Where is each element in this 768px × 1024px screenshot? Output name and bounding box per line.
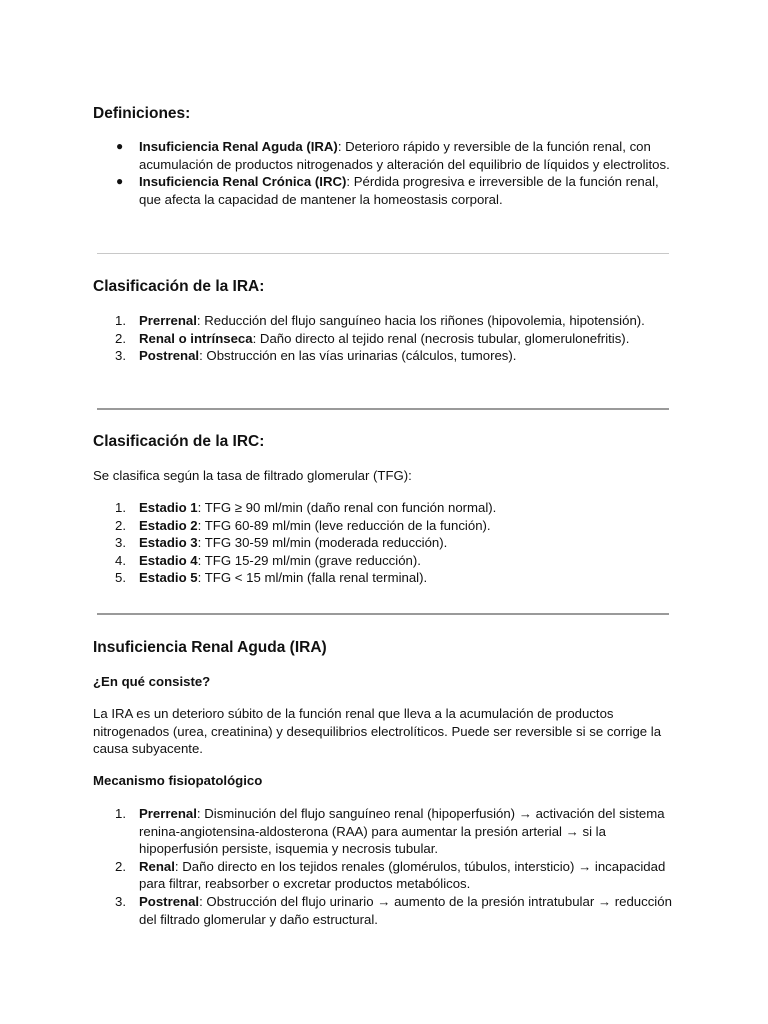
en-que-consiste-heading: ¿En qué consiste? bbox=[93, 674, 211, 689]
list-number: 1. bbox=[115, 500, 126, 515]
clasificacion-irc-intro: Se clasifica según la tasa de filtrado glomerular (TFG): bbox=[93, 468, 412, 483]
term: Insuficiencia Renal Aguda (IRA) bbox=[139, 139, 338, 154]
description: : TFG < 15 ml/min (falla renal terminal). bbox=[197, 570, 428, 586]
list-item bbox=[93, 138, 673, 173]
list-number: 4. bbox=[115, 552, 126, 568]
term: Renal o intrínseca bbox=[139, 330, 253, 346]
list-item bbox=[93, 517, 673, 535]
list-number: 2. bbox=[115, 517, 126, 533]
list-item bbox=[93, 173, 673, 208]
clasificacion-ira-list bbox=[93, 312, 673, 365]
description: : TFG 15-29 ml/min (grave reducción). bbox=[197, 552, 421, 568]
description: : TFG ≥ 90 ml/min (daño renal con función normal). bbox=[197, 500, 497, 515]
bullet-icon: ● bbox=[116, 139, 124, 153]
term: Insuficiencia Renal Crónica (IRC) bbox=[139, 174, 347, 190]
bullet-icon: ● bbox=[116, 174, 124, 189]
description: : Pérdida progresiva e irreversible de la función renal, que afecta la capacidad de mantener la homeostasis corporal. bbox=[139, 174, 659, 207]
list-item bbox=[93, 534, 673, 552]
term: Estadio 5 bbox=[139, 570, 198, 586]
description: : Disminución del flujo sanguíneo renal (hipoperfusión) → activación del sistema renina-angiotensina-aldosterona (RAA) para aumentar la presión arterial → si la hipoperfusión persiste, isquemia y necrosis tubular. bbox=[139, 806, 665, 857]
list-number: 5. bbox=[115, 570, 126, 586]
list-item bbox=[93, 569, 673, 587]
description: : Reducción del flujo sanguíneo hacia los riñones (hipovolemia, hipotensión). bbox=[196, 313, 645, 328]
term: Postrenal bbox=[139, 893, 200, 909]
clasificacion-irc-heading: Clasificación de la IRC: bbox=[93, 433, 265, 450]
term: Prerrenal bbox=[139, 313, 197, 328]
definiciones-list bbox=[93, 138, 673, 208]
section-divider bbox=[97, 613, 669, 615]
mecanismo-heading: Mecanismo fisiopatológico bbox=[93, 773, 263, 788]
definiciones-heading: Definiciones: bbox=[93, 105, 191, 122]
list-item bbox=[93, 347, 673, 365]
description: : Daño directo en los tejidos renales (glomérulos, túbulos, intersticio) → incapacidad para filtrar, reabsorber o excretar productos metabólicos. bbox=[139, 858, 666, 892]
mecanismo-list bbox=[93, 805, 673, 928]
term: Renal bbox=[139, 858, 175, 874]
list-item bbox=[93, 499, 673, 517]
description: : Obstrucción del flujo urinario → aumento de la presión intratubular → reducción del filtrado glomerular y daño estructural. bbox=[139, 893, 672, 927]
list-item bbox=[93, 893, 673, 928]
list-item bbox=[93, 312, 673, 330]
en-que-consiste-text: La IRA es un deterioro súbito de la función renal que lleva a la acumulación de productos nitrogenados (urea, creatinina) y desequilibrios electrolíticos. Puede ser reversible si se corrige la causa subyacente. bbox=[93, 706, 662, 757]
description: : Obstrucción en las vías urinarias (cálculos, tumores). bbox=[199, 348, 517, 364]
list-number: 1. bbox=[115, 313, 126, 328]
clasificacion-ira-heading: Clasificación de la IRA: bbox=[93, 278, 265, 295]
section-divider bbox=[97, 408, 669, 410]
list-item bbox=[93, 552, 673, 570]
list-number: 3. bbox=[115, 535, 126, 551]
list-number: 2. bbox=[115, 330, 126, 346]
description: : TFG 30-59 ml/min (moderada reducción). bbox=[197, 535, 448, 551]
description: : Deterioro rápido y reversible de la función renal, con acumulación de productos nitrogenados y alteración del equilibrio de líquidos y electrolitos. bbox=[139, 139, 670, 172]
list-item bbox=[93, 805, 673, 858]
term: Prerrenal bbox=[139, 806, 197, 821]
description: : TFG 60-89 ml/min (leve reducción de la función). bbox=[197, 517, 491, 533]
term: Estadio 3 bbox=[139, 535, 198, 551]
list-item bbox=[93, 330, 673, 348]
section-divider bbox=[97, 253, 669, 254]
term: Estadio 4 bbox=[139, 552, 198, 568]
clasificacion-irc-list bbox=[93, 499, 673, 587]
list-number: 2. bbox=[115, 858, 126, 874]
list-item bbox=[93, 858, 673, 893]
description: : Daño directo al tejido renal (necrosis tubular, glomerulonefritis). bbox=[252, 330, 630, 346]
term: Estadio 2 bbox=[139, 517, 198, 533]
term: Estadio 1 bbox=[139, 500, 198, 515]
term: Postrenal bbox=[139, 348, 200, 364]
list-number: 1. bbox=[115, 806, 126, 821]
list-number: 3. bbox=[115, 893, 126, 909]
ira-section-heading: Insuficiencia Renal Aguda (IRA) bbox=[93, 639, 327, 656]
list-number: 3. bbox=[115, 348, 126, 364]
